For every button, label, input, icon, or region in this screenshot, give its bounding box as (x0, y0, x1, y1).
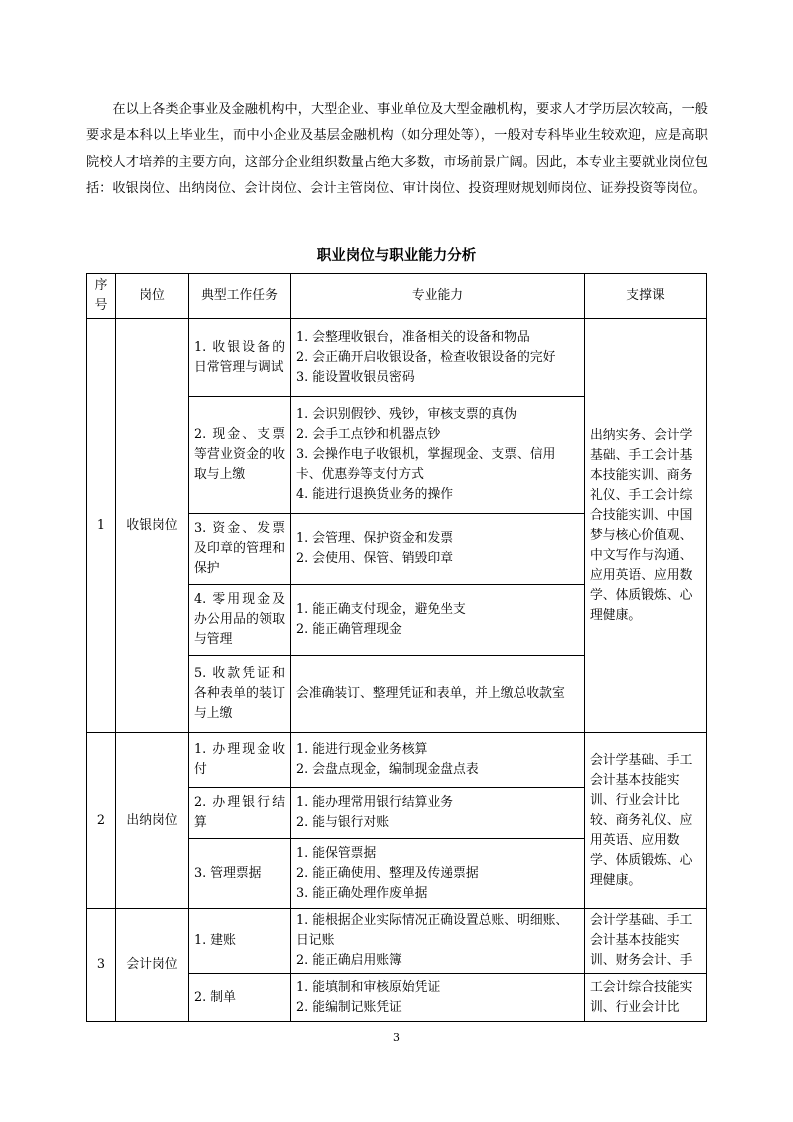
ability-item: 1. 能保管票据 (296, 845, 377, 861)
task-cell: 2. 制单 (189, 974, 291, 1022)
header-support: 支撑课 (585, 274, 707, 319)
task-cell: 1. 收银设备的日常管理与调试 (189, 319, 291, 397)
ability-item: 1. 能办理常用银行结算业务 (296, 795, 454, 810)
post-name: 收银岗位 (116, 319, 189, 733)
ability-item: 1. 能进行现金业务核算 (296, 742, 428, 757)
ability-item: 3. 能正确处理作废单据 (296, 885, 428, 901)
ability-item: 1. 会管理、保护资金和发票 (296, 531, 454, 546)
ability-cell (291, 319, 585, 397)
ability-cell (291, 909, 585, 974)
table-title: 职业岗位与职业能力分析 (316, 248, 477, 264)
task-cell: 3. 资金、发票及印章的管理和保护 (189, 514, 291, 585)
ability-item: 1. 会整理收银台，准备相关的设备和物品 (296, 329, 530, 345)
header-no: 序号 (87, 274, 116, 319)
ability-cell (291, 839, 585, 909)
post-name: 会计岗位 (116, 909, 189, 1022)
header-task: 典型工作任务 (189, 274, 291, 319)
table-row (87, 733, 707, 788)
ability-item: 3. 能设置收银员密码 (296, 369, 415, 385)
ability-item: 2. 能正确管理现金 (296, 622, 402, 637)
task-cell: 2. 现金、支票等营业资金的收取与上缴 (189, 397, 291, 514)
ability-item: 2. 能正确使用、整理及传递票据 (296, 865, 479, 881)
ability-item: 1. 会识别假钞、残钞，审核支票的真伪 (296, 407, 518, 422)
support-courses: 出纳实务、会计学基础、手工会计基本技能实训、商务礼仪、手工会计综合技能实训、中国梦与核心价值观、中文写作与沟通、应用英语、应用数学、体质锻炼、心理健康。 (585, 319, 707, 733)
support-courses: 会计学基础、手工会计基本技能实训、财务会计、手 (585, 909, 707, 974)
task-cell: 1. 办理现金收付 (189, 733, 291, 788)
ability-item: 2. 能编制记账凭证 (296, 999, 402, 1015)
ability-item: 会准确装订、整理凭证和表单，并上缴总收款室 (296, 686, 565, 701)
support-courses: 会计学基础、手工会计基本技能实训、行业会计比较、商务礼仪、应用英语、应用数学、体质锻炼、心理健康。 (585, 733, 707, 909)
row-number: 3 (87, 909, 116, 1022)
ability-cell (291, 974, 585, 1022)
ability-item: 2. 会手工点钞和机器点钞 (296, 427, 441, 442)
task-cell: 4. 零用现金及办公用品的领取与管理 (189, 585, 291, 656)
ability-item: 2. 会正确开启收银设备，检查收银设备的完好 (296, 349, 556, 365)
ability-cell (291, 788, 585, 839)
row-number: 2 (87, 733, 116, 909)
support-courses-continued: 工会计综合技能实训、行业会计比 (585, 974, 707, 1022)
ability-item: 4. 能进行退换货业务的操作 (296, 487, 454, 502)
task-cell: 3. 管理票据 (189, 839, 291, 909)
ability-item: 3. 会操作电子收银机，掌握现金、支票、信用卡、优惠券等支付方式 (296, 447, 556, 482)
ability-item: 1. 能正确支付现金，避免坐支 (296, 602, 466, 617)
ability-cell (291, 585, 585, 656)
ability-item: 1. 能根据企业实际情况正确设置总账、明细账、日记账 (296, 913, 569, 948)
task-cell: 5. 收款凭证和各种表单的装订与上缴 (189, 656, 291, 733)
ability-cell (291, 656, 585, 733)
career-ability-table (86, 273, 707, 1022)
ability-cell (291, 733, 585, 788)
ability-item: 2. 会使用、保管、销毁印章 (296, 551, 454, 566)
task-cell: 1. 建账 (189, 909, 291, 974)
ability-item: 2. 会盘点现金，编制现金盘点表 (296, 762, 479, 777)
header-post: 岗位 (116, 274, 189, 319)
ability-cell (291, 397, 585, 514)
ability-item: 2. 能与银行对账 (296, 815, 390, 830)
ability-item: 2. 能正确启用账簿 (296, 953, 402, 968)
header-ability: 专业能力 (291, 274, 585, 319)
ability-item: 1. 能填制和审核原始凭证 (296, 979, 441, 995)
table-header-row (87, 274, 707, 319)
table-row (87, 909, 707, 974)
task-cell: 2. 办理银行结算 (189, 788, 291, 839)
intro-paragraph: 在以上各类企事业及金融机构中，大型企业、事业单位及大型金融机构，要求人才学历层次较高，一般要求是本科以上毕业生，而中小企业及基层金融机构（如分理处等），一般对专科毕业生较欢迎，应是高职院校人才培养的主要方向，这部分企业组织数量占绝大多数，市场前景广阔。因此，本专业主要就业岗位包括：收银岗位、出纳岗位、会计岗位、会计主管岗位、审计岗位、投资理财规划师岗位、证券投资等岗位。 (86, 102, 708, 197)
page-number: 3 (393, 1031, 400, 1044)
post-name: 出纳岗位 (116, 733, 189, 909)
ability-cell (291, 514, 585, 585)
row-number: 1 (87, 319, 116, 733)
table-row (87, 319, 707, 397)
